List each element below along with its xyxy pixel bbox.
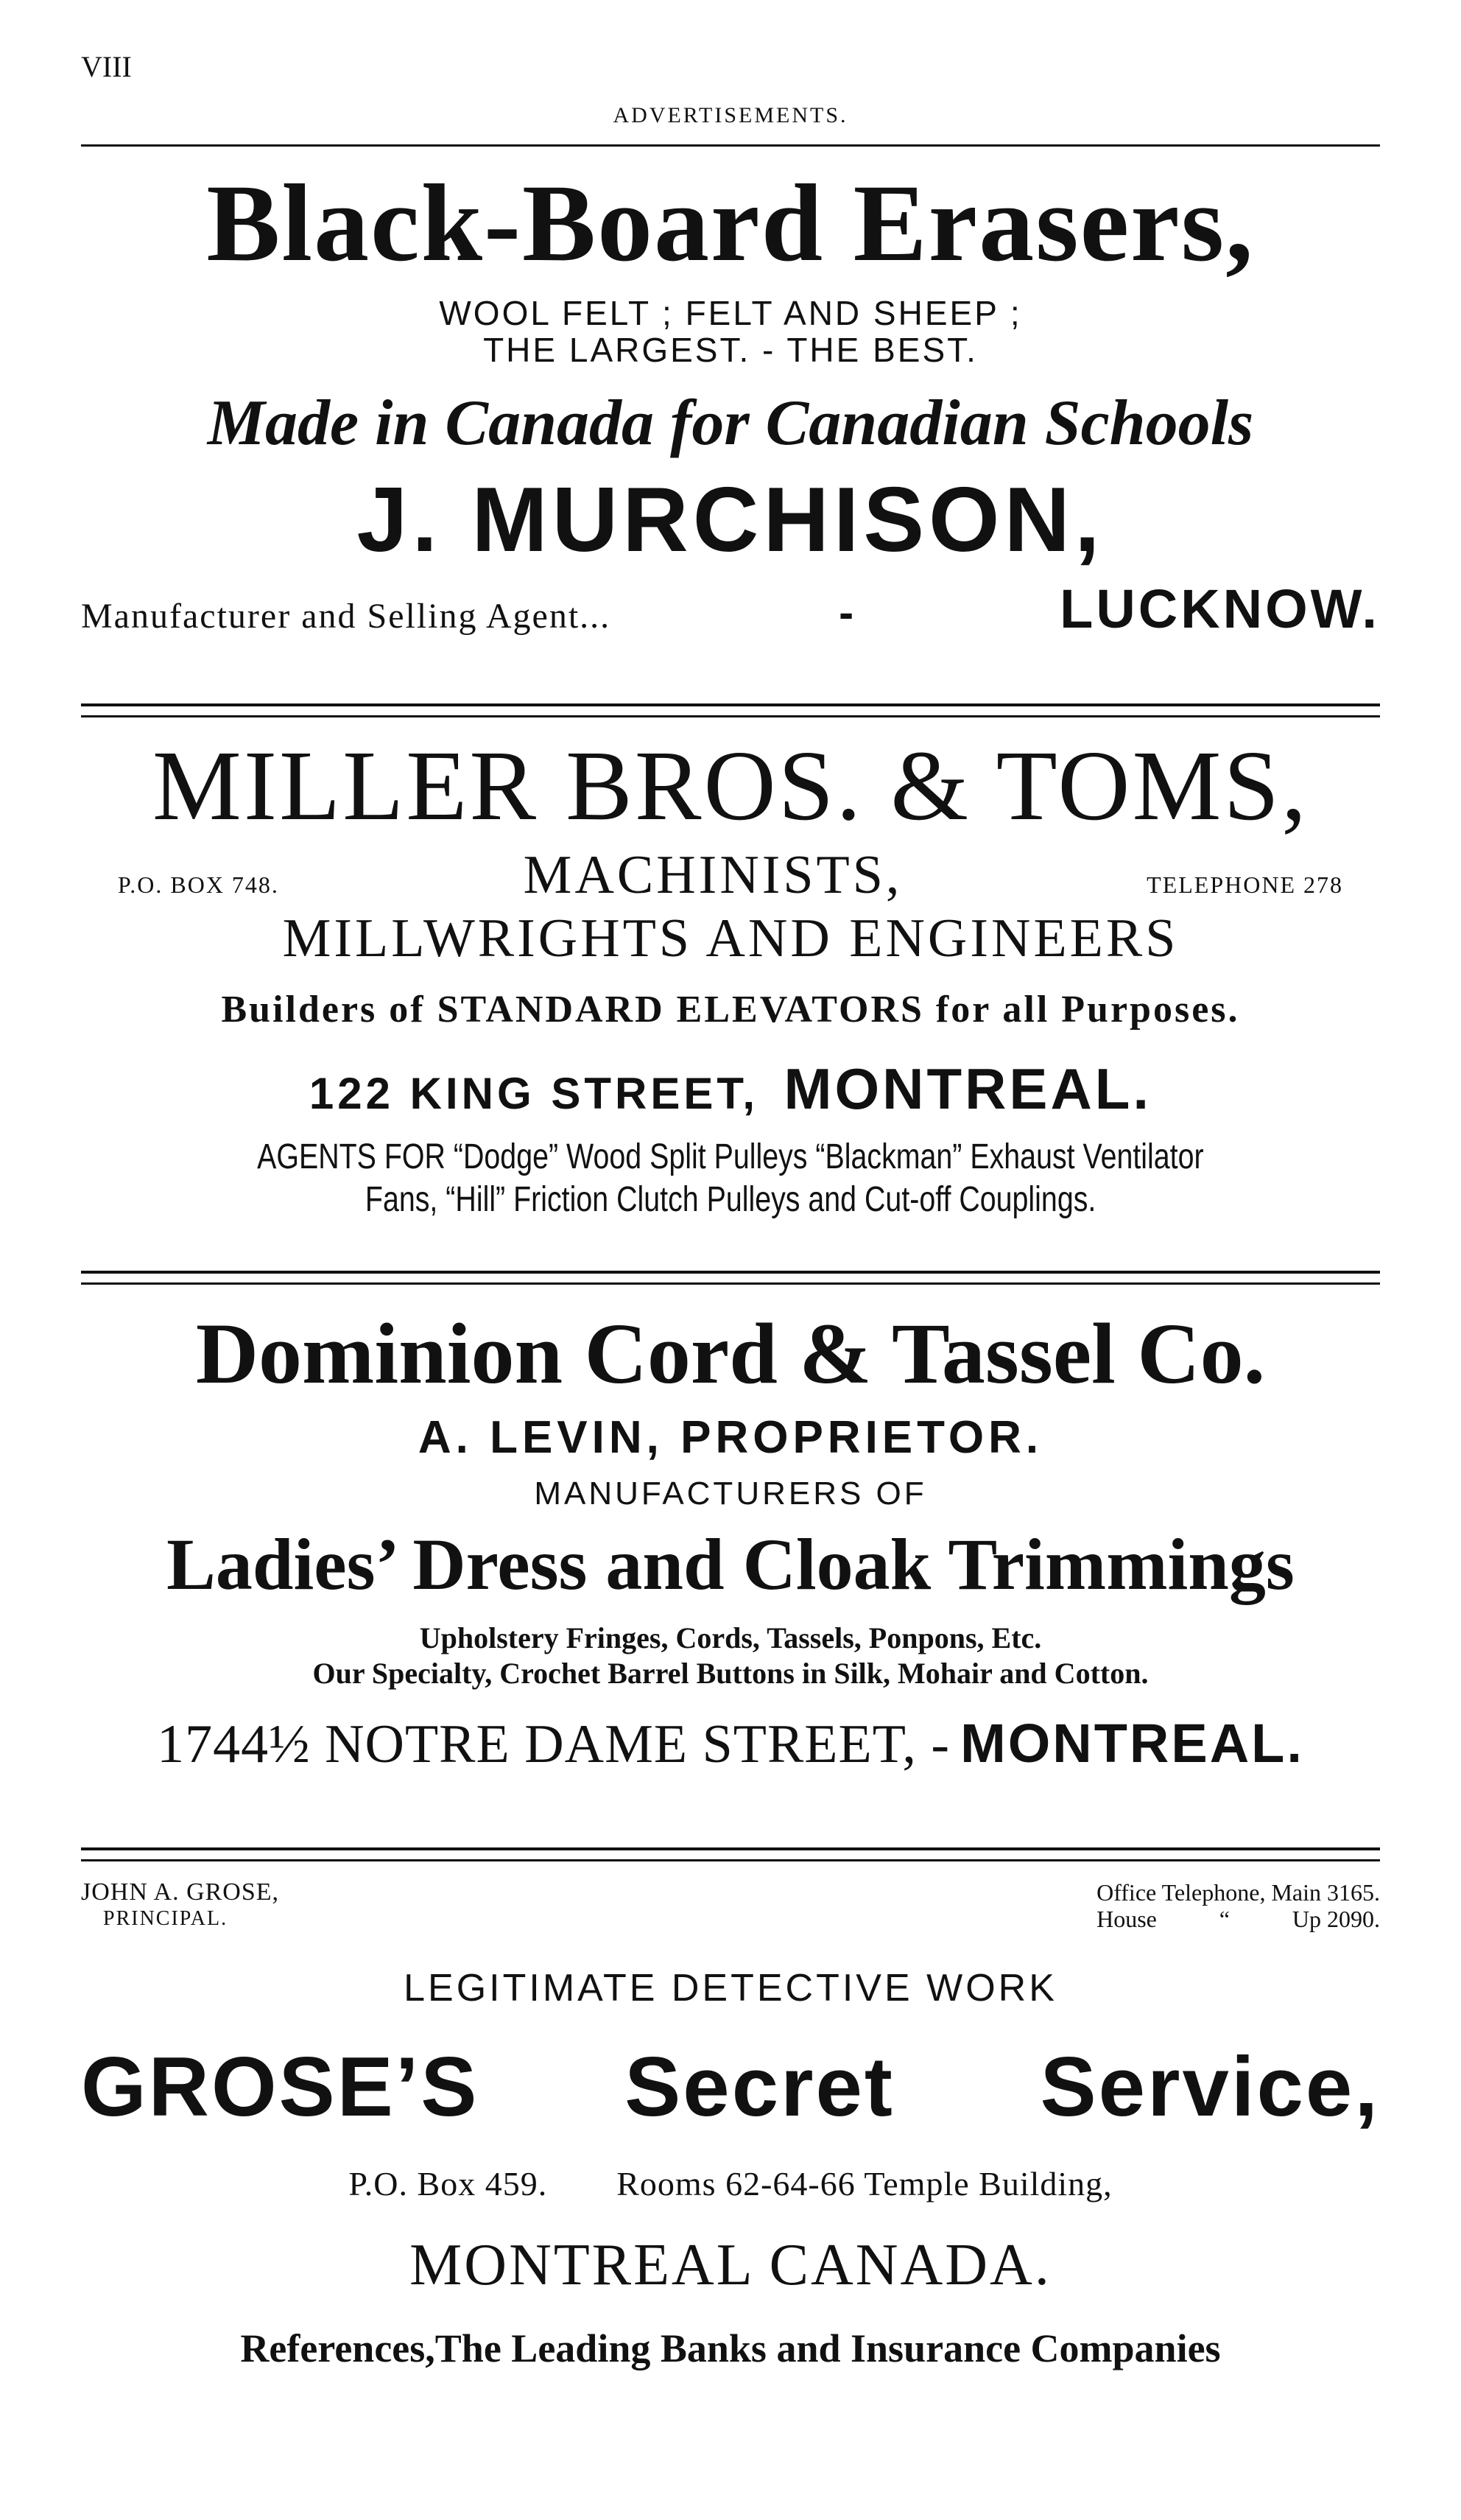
page-number: VIII [81, 50, 132, 83]
ad1-agent-row [81, 578, 1380, 640]
ad2-trade1: MACHINISTS, [523, 845, 903, 905]
ad2-agents-2: Fans, “Hill” Friction Clutch Pulleys and Cut-off Couplings. [365, 1180, 1096, 1219]
ad3-address-row [81, 1712, 1380, 1776]
ad2-agents-1: AGENTS FOR “Dodge” Wood Split Pulleys “Blackman” Exhaust Ventilator [257, 1137, 1204, 1176]
ad2-headline: MILLER BROS. & TOMS, [152, 731, 1309, 841]
ad4-house-phone [1096, 1906, 1380, 1931]
ad4-headline-right: Service, [1040, 2040, 1380, 2134]
ad3-city: MONTREAL. [960, 1713, 1304, 1774]
ad3-proprietor: A. LEVIN, PROPRIETOR. [418, 1412, 1043, 1463]
ad1-line1: WOOL FELT ; FELT AND SHEEP ; [439, 294, 1022, 332]
ad-blackboard-erasers [81, 161, 1380, 640]
ad4-phones [1096, 1878, 1380, 1931]
divider-1 [81, 703, 1380, 717]
ad3-manufacturers: MANUFACTURERS OF [534, 1475, 927, 1512]
ad2-address-row [81, 1056, 1380, 1123]
ad2-builders: Builders of STANDARD ELEVATORS for all Purposes. [221, 989, 1240, 1031]
ad1-slogan: Made in Canada for Canadian Schools [207, 387, 1254, 459]
ad-dominion-cord [81, 1302, 1380, 1776]
page-title-wrap [81, 103, 1380, 128]
ad4-headline [81, 2036, 1380, 2139]
ad4-principal-name: JOHN A. GROSE, [81, 1878, 280, 1906]
ad-miller-bros [81, 731, 1380, 1221]
ad2-trade-row [81, 844, 1380, 907]
ad4-contact-row [81, 1878, 1380, 1931]
ad2-address: 122 KING STREET, [309, 1069, 759, 1118]
ad-grose-secret-service [81, 1878, 1380, 2374]
ad1-town: LUCKNOW. [1060, 578, 1380, 639]
ad1-headline: Black-Board Erasers, [206, 162, 1255, 284]
ad4-office-phone: Office Telephone, Main 3165. [1096, 1879, 1380, 1906]
ad4-principal-title: PRINCIPAL. [103, 1907, 228, 1930]
ad2-trade2: MILLWRIGHTS AND ENGINEERS [282, 908, 1179, 969]
ad4-principal [81, 1878, 279, 1931]
ad4-references: References,The Leading Banks and Insurance Companies [240, 2326, 1221, 2370]
ad2-city: MONTREAL. [784, 1056, 1152, 1121]
page-title: ADVERTISEMENTS. [613, 103, 848, 127]
divider-2 [81, 1271, 1380, 1285]
ad1-dash: - [839, 588, 854, 637]
ad1-line2: THE LARGEST. - THE BEST. [483, 331, 978, 369]
divider-3 [81, 1847, 1380, 1861]
ad4-pobox: P.O. Box 459. [348, 2165, 548, 2203]
page-header [81, 0, 1380, 88]
ad4-headline-mid: Secret [624, 2040, 895, 2134]
header-rule [81, 144, 1380, 147]
ad2-pobox: P.O. BOX 748. [118, 871, 279, 898]
ad4-house-ditto: “ [1219, 1906, 1230, 1932]
ad2-agents-2-wrap [81, 1179, 1380, 1221]
ad1-role: Manufacturer and Selling Agent... [81, 597, 611, 636]
ad3-address: 1744½ NOTRE DAME STREET, - [157, 1714, 951, 1775]
ad4-house-label: House [1096, 1906, 1157, 1932]
ad4-city: MONTREAL CANADA. [409, 2233, 1052, 2298]
ad3-line2: Our Specialty, Crochet Barrel Buttons in Silk, Mohair and Cotton. [312, 1657, 1149, 1690]
ad4-rooms: Rooms 62-64-66 Temple Building, [616, 2165, 1113, 2203]
ad3-headline: Dominion Cord & Tassel Co. [195, 1305, 1266, 1402]
ad2-telephone: TELEPHONE 278 [1147, 871, 1343, 898]
ad3-product: Ladies’ Dress and Cloak Trimmings [166, 1523, 1295, 1605]
ad4-house-number: Up 2090. [1292, 1906, 1380, 1932]
ad3-line1: Upholstery Fringes, Cords, Tassels, Ponpons, Etc. [419, 1621, 1042, 1654]
ad4-headline-left: GROSE’S [81, 2040, 479, 2134]
ad4-tagline: LEGITIMATE DETECTIVE WORK [404, 1967, 1057, 2010]
ad1-name: J. MURCHISON, [356, 469, 1105, 571]
ad2-agents-1-wrap [81, 1136, 1380, 1179]
ad4-address-row [81, 2164, 1380, 2203]
